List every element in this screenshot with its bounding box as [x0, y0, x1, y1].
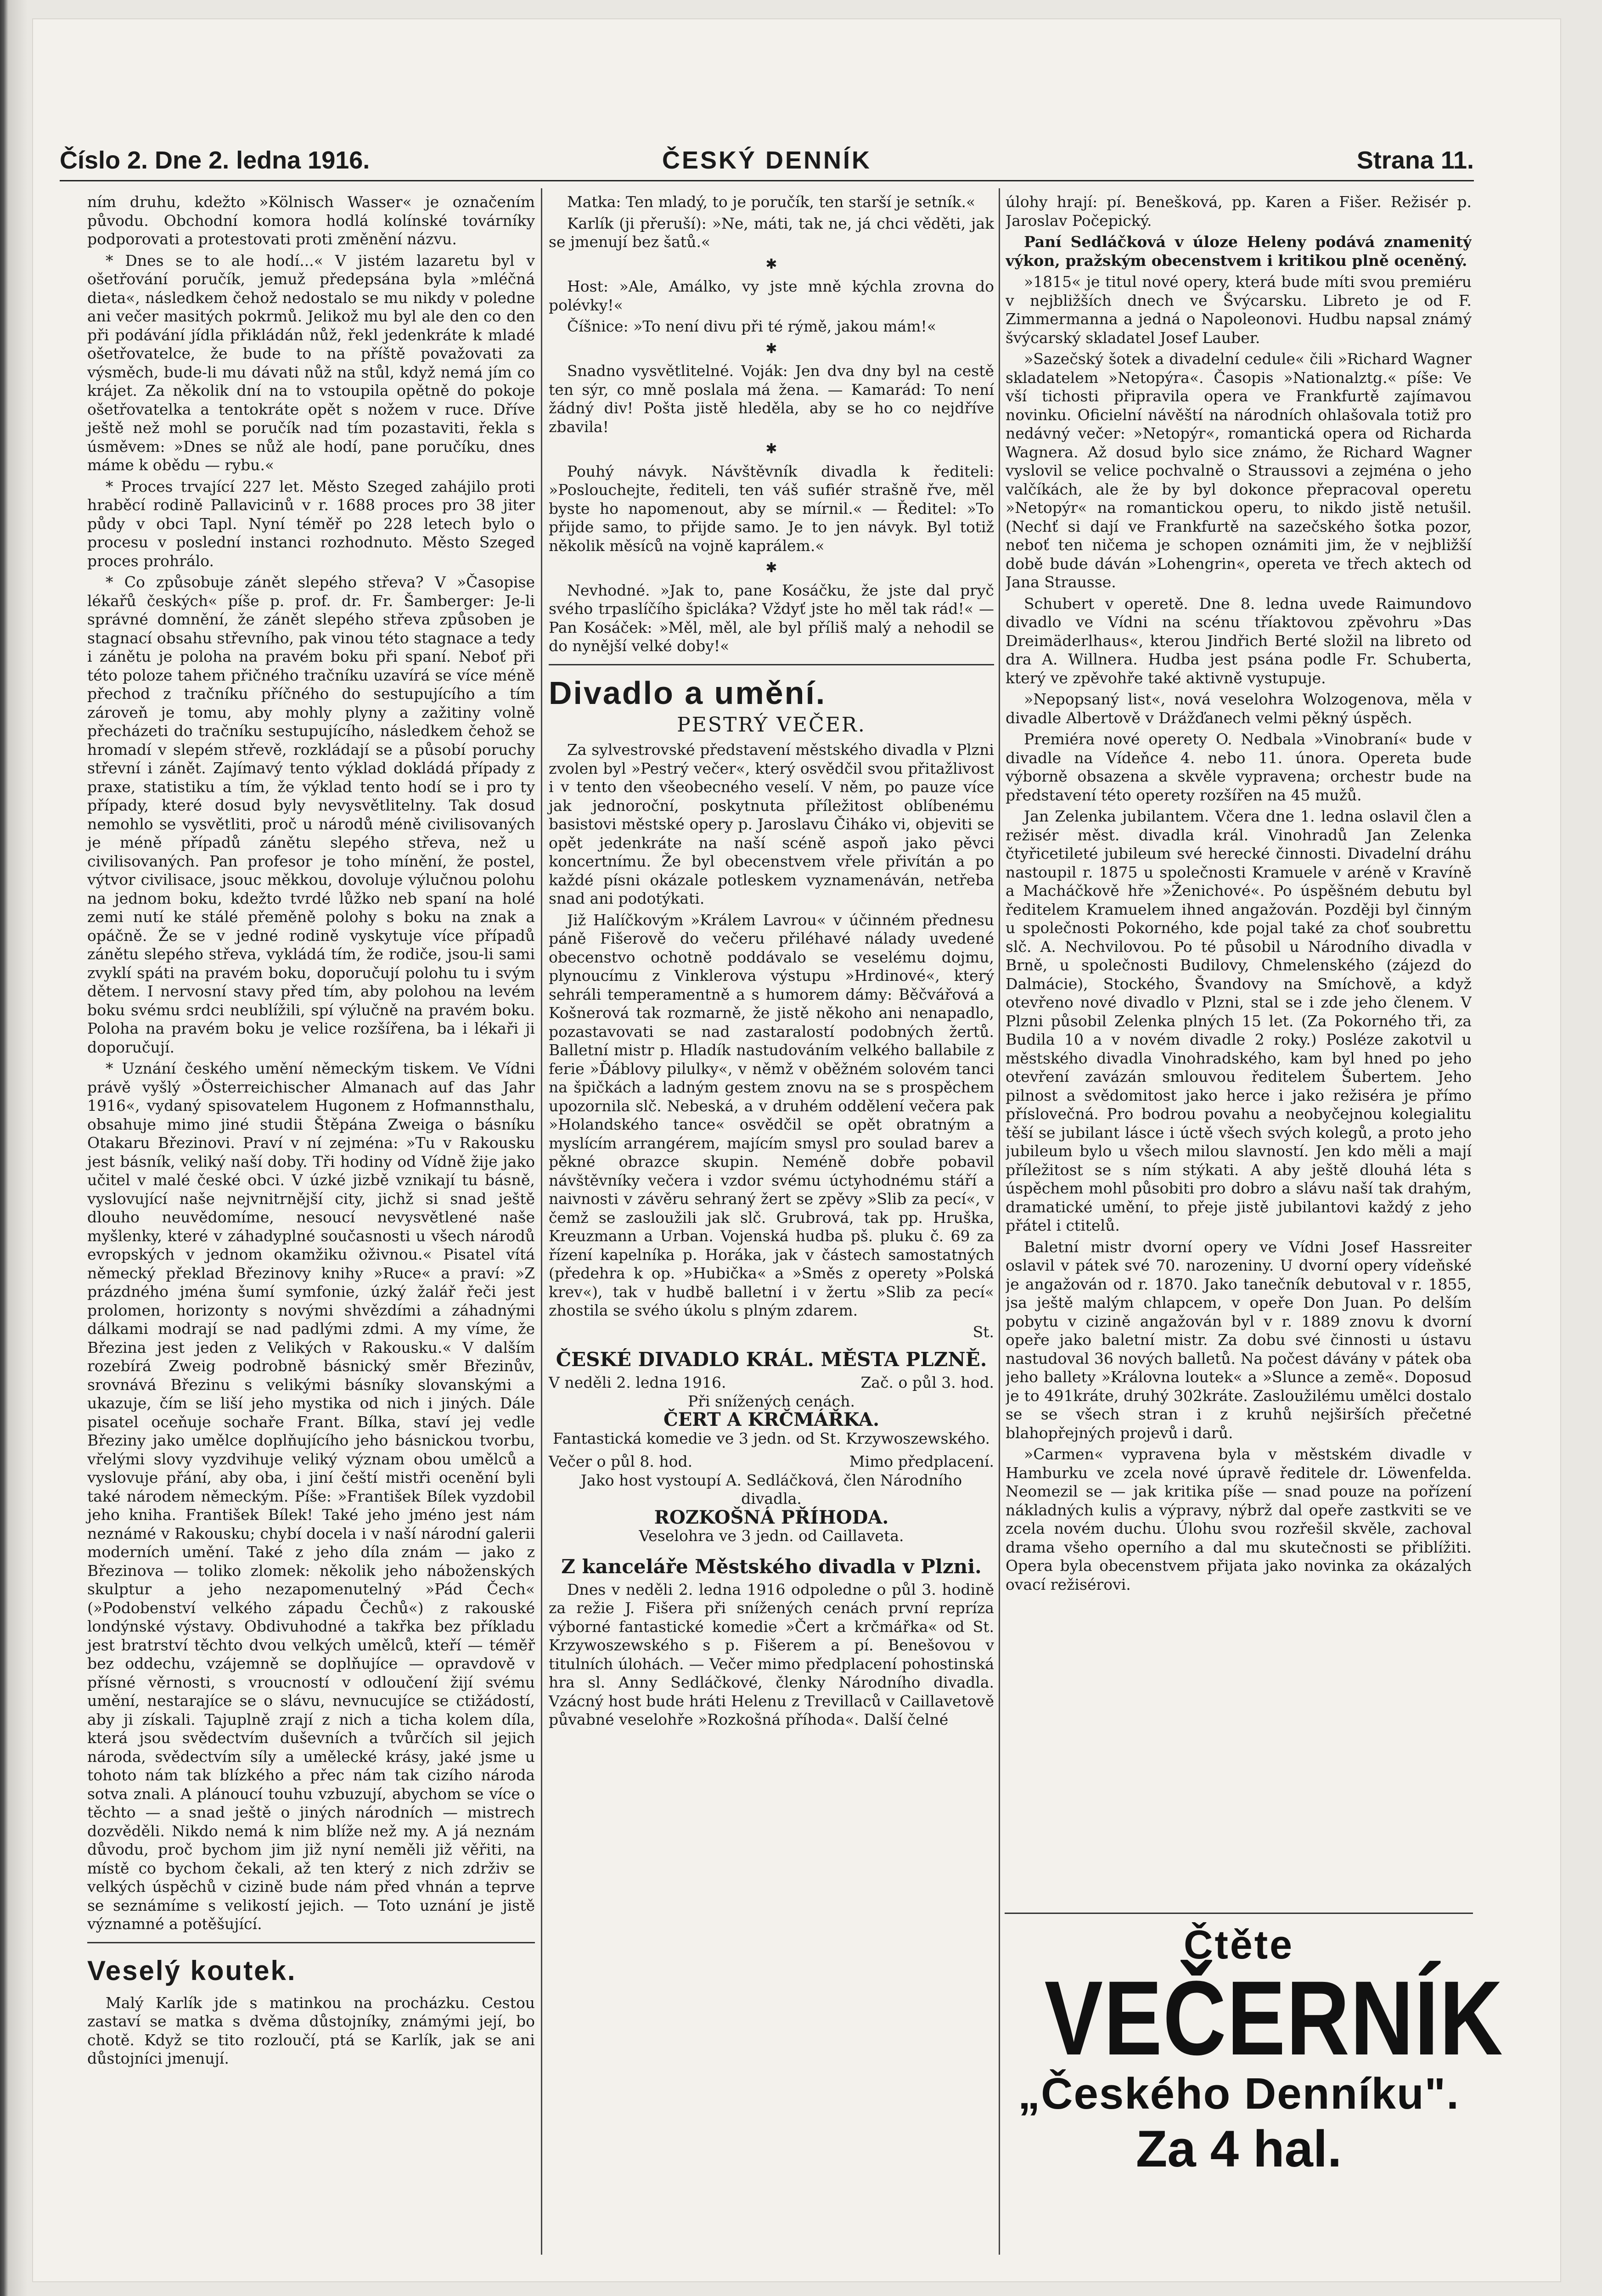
article-1815: »1815« je titul nové opery, která bude míti svou premiéru v nejbližších dnech ve Švýcarsku. Libreto je od F. Zimmermanna a jedná o Napoleonovi. Hudbu napsal známý švýcarský skladatel Josef Lauber. [1006, 273, 1472, 347]
program-evening-row [549, 1452, 994, 1471]
joke-line: Karlík (ji přeruší): »Ne, máti, tak ne, já chci věděti, jak se jmenují bez šatů.« [549, 214, 994, 251]
column-rule-1 [541, 188, 542, 2255]
page-number: Strana 11. [1356, 146, 1474, 174]
program-prices: Při snížených cenách. [688, 1392, 855, 1410]
article-hassreiter: Baletní mistr dvorní opery ve Vídni Josef Hassreiter oslavil v pátek své 70. narozeniny. U dvorní opery vídeňské je angažován od r. 1870. Jako tanečník debutoval v r. 1855, jsa ještě malým chlapcem, v opeře Don Juan. Po delším pobytu v cizině angažován byl v r. 1889 znovu k dvorní opeře jako baletní mistr. Za dobu své činnosti u ústavu nastudoval 36 nových balletů. Na počest dávány v pátek oba jeho ballety »Královna loutek« a »Slunce a země«. Doposud je to 491kráte, druhý 302kráte. Zasloužilému umělci dostalo se se všech stran i z kruhů nejširších přečetné blahopřejných projevů i darů. [1006, 1238, 1472, 1442]
joke-line: Nevhodné. »Jak to, pane Kosáčku, že jste dal pryč svého trpaslíčího špicláka? Vždyť jste ho měl tak rád!« — Pan Kosáček: »Měl, měl, ale byl příliš malý a nehodil se do nynější velké doby!« [549, 581, 994, 655]
article-text: ním druhu, kdežto »Kölnisch Wasser« je označením původu. Obchodní komora hodlá kolínské továrníky podporovati a protestovati proti změnění názvu. [87, 193, 535, 248]
joke-line: Číšnice: »To není divu při té rýmě, jakou mám!« [567, 317, 936, 335]
joke-line: Pouhý návyk. Návštěvník divadla k řediteli: »Poslouchejte, řediteli, ten váš sufiér strašně řve, měl byste ho napomenout, aby se mírnil.« — Ředitel: »To přijde samo, to přijde samo. Je to jen návyk. Byl totiž několik měsíců na vojně kaprálem.« [549, 462, 994, 555]
article-uznani-umeni: * Uznání českého umění německým tiskem. Ve Vídni právě vyšlý »Österreichischer Almanach auf das Jahr 1916«, vydaný spisovatelem Hugonem z Hofmannsthalu, obsahuje mimo jiné studii Štěpána Zweiga o básníku Otakaru Březinovi. Praví v ní zejména: »Tu v Rakousku jest básník, veliký naší doby. Tři hodiny od Vídně žije jako učitel v malé české obci. V úzké jizbě vznikají tu básně, vyslovující naše nejvnitrnější city, jichž si snad ještě dlouho neuvědomíme, nesoucí nevysvětlené naše myšlenky, které v záhadyplné současnosti u všech národů evropských v jednom okamžiku oživnou.« Pisatel vítá německý překlad Březinovy knihy »Ruce« a praví: »Z prázdného jména šumí symfonie, úzký žalář řeči jest prolomen, horizonty s novými shvězdími a záhadnými dálkami modrají se nad padlými zdmi. A my víme, že Březina jest jeden z Velikých v Rakousku.« V dalším rozebírá Zweig podrobně básnický směr Březinův, srovnává Březinu s velikými básníky slovanskými a ukazuje, čím se liší jeho mystika od nich i jiných. Dále pisatel oceňuje sochaře Frant. Bílka, staví jej vedle Březiny jako umělce doplňujícího jeho básnickou tvorbu, vřelými slovy vyzdvihuje veliký význam obou umělců a vyslovuje přání, aby oba, i jiní čeští mistři ocenění byli také národem německým. Píše: »František Bílek vyzdobil jeho kniha. František Bílek! Také jeho jméno jest nám neznámé v Rakousku; chybí docela i v naší národní galerii moderních umění. Také z jeho díla znám — jako z Březinova — toliko zlomek: několik jeho náboženských skulptur a jeho nezapomenutelný »Pád Čech« (»Podobenství velkého západu Čechů«) z rakouské londýnské výstavy. Obdivuhodné a takřka bez příkladu jest bratrství těchto dvou velkých umělců, kteří — téměř bez oddechu, vzájemně se doplňujíce — opravdově v přísné věrnosti, s vroucností v odloučení žijí svému umění, nestarajíce se o slávu, nevnucujíce se ctižádostí, aby ji získali. Tajuplně zrají z nich a ticha kolem díla, která jsou svědectvím duševních a tvůrčích sil jejich národa, svědectvím síly a umělecké krásy, jaké jsme u tohoto nám tak blízkého a přec nám tak cizího národa sotva znali. A plánoucí touhu vzbuzují, abychom se více o těchto — a snad ještě o jiných národních — mistrech dozvěděli. Nikdo nemá k nim blíže než my. A já neznám důvodu, proč bychom jim již nyní neměli již věřiti, na místě co bychom čekali, až ten který z nich zdrživ se velkých úspěchů v cizině bude nám před vhnán a teprve se seznámíme s velikostí jejich. — Toto uznání je jistě významné a potěšující. [87, 1059, 535, 1933]
subheading-pestry-vecer: PESTRÝ VEČER. [677, 713, 866, 737]
program-outside: Mimo předplacení. [849, 1452, 994, 1470]
joke-line: Matka: Ten mladý, to je poručík, ten starší je setník.« [567, 193, 976, 211]
section-title-divadlo: Divadlo a umění. [549, 675, 826, 711]
separator-star: ✱ [765, 560, 777, 576]
theatre-program-title: ČESKÉ DIVADLO KRÁL. MĚSTA PLZNĚ. [556, 1348, 987, 1371]
column-2 [549, 193, 994, 1732]
column-3 [1006, 193, 1472, 1901]
joke-line: Host: »Ale, Amálko, vy jste mně kýchla zrovna do polévky!« [549, 277, 994, 314]
program-guest: Jako host vystoupí A. Sedláčková, člen Národního divadla. [580, 1471, 962, 1508]
article-vinobrani: Premiéra nové operety O. Nedbala »Vinobraní« bude v divadle na Vídeňce 4. nebo 11. února. Opereta bude výborně obsazena a skvěle vypravena; orchestr bude na představení této operety rozšířen na 45 mužů. [1006, 730, 1472, 804]
advert-line-vecernik: VEČERNÍK [1044, 1959, 1504, 2077]
advert-line-ceskeho-denniku: „Českého Denníku". [1018, 2069, 1460, 2118]
article-proces: * Proces trvající 227 let. Město Szeged zahájilo proti hraběcí rodině Pallavicinů v r. 1688 proces pro 38 jiter půdy v obci Tapl. Nyní téměř po 228 letech bylo o procesu v poslední instanci rozhodnuto. Město Szeged proces prohrálo. [87, 477, 535, 570]
article-schubert: Schubert v operetě. Dne 8. ledna uvede Raimundovo divadlo ve Vídni na scénu tříaktovou zpěvohru »Das Dreimäderlhaus«, kterou Jindřich Berté složil na libreto od dra A. Willnera. Hudba jest psána podle Fr. Schuberta, který ve zpěvohře také aktivně vystupuje. [1006, 594, 1472, 687]
page-edge-strip [0, 0, 32, 2296]
program-start: Zač. o půl 3. hod. [860, 1373, 994, 1391]
program-play-2: ROZKOŠNÁ PŘÍHODA. [654, 1506, 889, 1528]
article-dnes-se-hodi: * Dnes se to ale hodí...« V jistém lazaretu byl v ošetřování poručík, jemuž předepsána byla »mléčná dieta«, následkem čehož nedostalo se mu nikdy v poledne ani večer masitých pokrmů. Jelikož mu byl ale den co den při podávání jídla přikládán nůž, řekl jedenkráte k mladé ošetřovatelce, že bude to na příště považovati za výsměch, bude-li mu dávati nůž na stůl, když nemá jím co krájet. Za několik dní na to vstoupila opětně do pokoje ošetřovatelka a tentokráte opět s nožem v ruce. Dříve ještě než mohl se poručík nad tím pozastaviti, řekla s úsměvem: »Dnes se nůž ale hodí, pane poručíku, dnes máme k obědu — rybu.« [87, 251, 535, 474]
issue-date: Číslo 2. Dne 2. ledna 1916. [60, 146, 370, 174]
advert-line-price: Za 4 hal. [1135, 2120, 1342, 2178]
article-pestry-vecer: Za sylvestrovské představení městského divadla v Plzni zvolen byl »Pestrý večer«, který osvědčil svou přitažlivost i v tento den všeobecného veselí. V něm, po pauze více jak jednoroční, poskytnuta příležitost oblíbenému basistovi městské opery p. Jaroslavu Čiháko vi, objeviti se opět jedenkráte na naší scéně aspoň jako pěvci koncertnímu. Že byl obecenstvem vřele přivítán a po každé písni okázale potleskem vyznamenáván, netřeba snad ani podotýkati. [549, 741, 994, 907]
program-play-1: ČERT A KRČMÁŘKA. [663, 1409, 880, 1430]
program-evening: Večer o půl 8. hod. [549, 1452, 693, 1470]
joke-text: Malý Karlík jde s matinkou na procházku. Cestou zastaví se matka s dvěma důstojníky, známými její, bo chotě. Když se tito rozloučí, ptá se Karlík, jak se ani důstojníci jmenují. [87, 1993, 535, 2067]
article-sazecsky-sotek: »Sazečský šotek a divadelní cedule« čili »Richard Wagner skladatelem »Netopýra«. Časopis »Nationalztg.« píše: Ve vší tichosti připravila opera ve Frankfurtě zajímavou novinku. Oficielní návěští na národních ohlašovala totiž pro nedávný večer: »Netopýr«, romantická opera od Richarda Wagnera. Až dosud bylo sice známo, že Richard Wagner vyslovil se velice pochvalně o Straussovi a zejména o jeho valčíkách, ale že by byl dokonce přepracoval operetu »Netopýr« na romantickou operu, to nikdo jistě netušil. (Nechť si dají ve Frankfurtě na sazečského šotka pozor, neboť ten ničema je schopen oznámiti jim, že v nejbližší době bude dáván »Lohengrin«, opereta ve třech aktech od Jana Strausse. [1006, 350, 1472, 591]
article-pestry-vecer-2: Již Halíčkovým »Králem Lavrou« v účinném přednesu páně Fišerově do večeru přiléhavé nálady uvedené obecenstvo ochotně poddávalo se veselému dojmu, plynoucímu z Vinklerova výstupu »Hrdinové«, který sehráli temperamentně a s humorem dámy: Běčvářová a Košnerová tak rozmarně, že jistě někoho ani nenapadlo, pozastavovati se nad zastaralostí podobných žertů. Balletní mistr p. Hladík nastudováním velkého ballabile z ferie »Ďáblovy pilulky«, v němž v oběžném solovém tanci na špičkách a ladným gestem znovu na se s prospěchem upozornila slč. Nebeská, a v druhém oddělení večera pak »Holandského tance« osvědčil se opět obratným a myslícím arrangérem, majícím smysl pro soulad barev a pěkné obrazce skupin. Neméně dobře pobavil návštěvníky večera i vzdor svému úctyhodnému stáří a naivnosti v závěru sehraný žert se zpěvy »Slib za pecí«, v čemž se zasloužili jak slč. Grubrová, tak pp. Hruška, Kreuzmann a Urban. Vojenská hudba pš. pluku č. 69 za řízení kapelníka p. Horáka, jak v částech samostatných (předehra k op. »Hubička« a »Směs z operety »Polská krev«), tak v hudbě balletní i v žertu »Slib za pecí« zhostila se svého úkolu s plným zdarem. [549, 911, 994, 1319]
separator-star: ✱ [765, 340, 777, 357]
article-sedlackova: Paní Sedláčková v úloze Heleny podává znamenitý výkon, pražským obecenstvem i kritikou plně oceněný. [1006, 233, 1472, 270]
page-header [60, 146, 1474, 182]
column-rule-2 [999, 188, 1000, 2255]
article-signature: St. [972, 1322, 994, 1341]
article-zelenka: Jan Zelenka jubilantem. Včera dne 1. ledna oslavil člen a režisér měst. divadla král. Vinohradů Jan Zelenka čtyřicetileté jubileum své herecké činnosti. Divadelní dráhu nastoupil r. 1875 u společnosti Kramuele v aréně v Kravíně a Macháčkově hře »Ženichové«. Po úspěšném debutu byl ředitelem Kramuelem ihned angažován. Později byl činným u společnosti Pokorného, kde pojal také za choť soubrettu slč. A. Nechvilovou. Po té působil u Národního divadla v Brně, u společnosti Budilovy, Chmelenského (zájezd do Dalmácie), Stockého, Švandovy na Smíchově, a když otevřeno nové divadlo v Plzni, stal se i zde jeho členem. V Plzni působil Zelenka plných 15 let. (Za Pokorného tři, za Budila 10 a v novém divadle 2 roky.) Posléze zakotvil u městského divadla Vinohradského, kam byl hned po jeho otevření zavázán smlouvou ředitelem Šubertem. Jeho pilnost a svědomitost jako herce i jako režiséra je přímo příslovečná. Pro bodrou povahu a neobyčejnou kolegialitu těší se jubilant lásce i úctě všech svých kolegů, a proto jeho jubileum bylo u všech milou slavností. Jen kdo měli a mají příležitost se s ním stýkati. A aby ještě dlouhá léta s úspěchem mohl působiti pro dobro a slávu naší tak drahým, dramatické umění, to přeje jistě jubilantovi každý z jeho přátel i ctitelů. [1006, 807, 1472, 1234]
newspaper-title: ČESKÝ DENNÍK [662, 146, 872, 174]
section-divider [87, 1942, 535, 1943]
separator-star: ✱ [765, 256, 777, 272]
program-play-2-desc: Veselohra ve 3 jedn. od Caillaveta. [639, 1527, 904, 1545]
separator-star: ✱ [765, 441, 777, 457]
joke-line: Snadno vysvětlitelné. Voják: Jen dva dny byl na cestě ten sýr, co mně poslala má žena. — Kamarád: To není žádný div! Pošta jistě hleděla, aby se ho co nejdříve zbavila! [549, 362, 994, 436]
program-date: V neděli 2. ledna 1916. [549, 1373, 726, 1391]
header-rule [60, 180, 1474, 181]
section-divider [549, 664, 994, 665]
article-carmen: »Carmen« vypravena byla v městském divadle v Hamburku ve zcela nové úpravě ředitele dr. Löwenfelda. Neomezil se — jak kritika píše — snad pouze na pořízení nákladných kulis a výpravy, nýbrž dal opeře zastkviti se ve zcela novém duchu. Úlohu svou rozřešil skvěle, zachoval drama všeho operního a dal mu skutečnosti se přiblížiti. Opera byla obecenstvem přijata jako novinka za okázalých ovací režisérovi. [1006, 1445, 1472, 1593]
article-slepe-strevo: * Co způsobuje zánět slepého střeva? V »Časopise lékařů českých« píše p. prof. dr. Fr. Šamberger: Je-li správné domnění, že zánět slepého střeva způsoben je stagnací obsahu střevního, pak vinou této stagnace a tedy i zánětu je poloha na pravém boku při spaní. Neboť při této poloze tahem přičného tračníku uzavírá se více méně přechod z tračníku příčného do sestupujícího a tím zároveň je tomu, aby mohly plyny a zažitiny volně přecházeti do tračníku sestupujícího, následkem čehož se hromadí v slepém střevě, rozkládají se a působí poruchy střevní i zánět. Zajímavý tento výklad dokládá případy z praxe, statistiku a tím, že výklad tento hodí se i pro ty případy, které dosud byly nevysvětlitelny. Tak dosud nemohlo se vysvětliti, proč u národů méně civilisovaných je méně případů zánětu slepého střeva, než u civilisovaných. Pan profesor je toho mínění, že postel, výtvor civilisace, jsouc měkkou, dovoluje výlučnou polohu na jednom boku, kdežto tvrdé lůžko neb spaní na holé zemi nutí ke stálé přeměně polohy s boku na znak a opáčně. Že se v jedné rodině vyskytuje více případů zánětu slepého střeva, vykládá tím, že rodiče, jsou-li sami zvyklí spáti na pravém boku, doporučují polohu tu i svým dětem. I nervosní stavy před tím, aby polohou na levém boku svému srdci neublížili, spí výlučně na pravém boku. Poloha na pravém boku je velice rozšířena, ba i lékaři ji doporučují. [87, 573, 535, 1056]
article-text: úlohy hrají: pí. Benešková, pp. Karen a Fišer. Režisér p. Jaroslav Počepický. [1006, 193, 1472, 230]
advert-rule [1005, 1913, 1473, 1914]
article-nepopsany-list: »Nepopsaný list«, nová veselohra Wolzogenova, měla v divadle Albertově v Drážďanech velmi pěkný úspěch. [1006, 690, 1472, 727]
vecernik-advert [1005, 1922, 1504, 2178]
advert-line-ctete: Čtěte [1183, 1922, 1294, 1967]
program-date-row [549, 1373, 994, 1392]
column-1 [87, 193, 535, 2071]
section-title-vesely-koutek: Veselý koutek. [87, 1955, 297, 1986]
article-kancelar: Dnes v neděli 2. ledna 1916 odpoledne o půl 3. hodině za režie J. Fišera při snížených cenách první repríza výborné fantastické komedie »Čert a krčmářka« od St. Krzywoszewského s p. Fišerem a pí. Benešovou v titulních úlohách. — Večer mimo předplacení pohostinská hra sl. Anny Sedláčkové, členky Národního divadla. Vzácný host bude hráti Helenu z Trevillaců v Caillavetově půvabné veselohře »Rozkošná příhoda«. Další čelné [549, 1580, 994, 1728]
program-play-1-desc: Fantastická komedie ve 3 jedn. od St. Krzywoszewského. [552, 1429, 990, 1447]
kancelar-title: Z kanceláře Městského divadla v Plzni. [561, 1555, 982, 1578]
